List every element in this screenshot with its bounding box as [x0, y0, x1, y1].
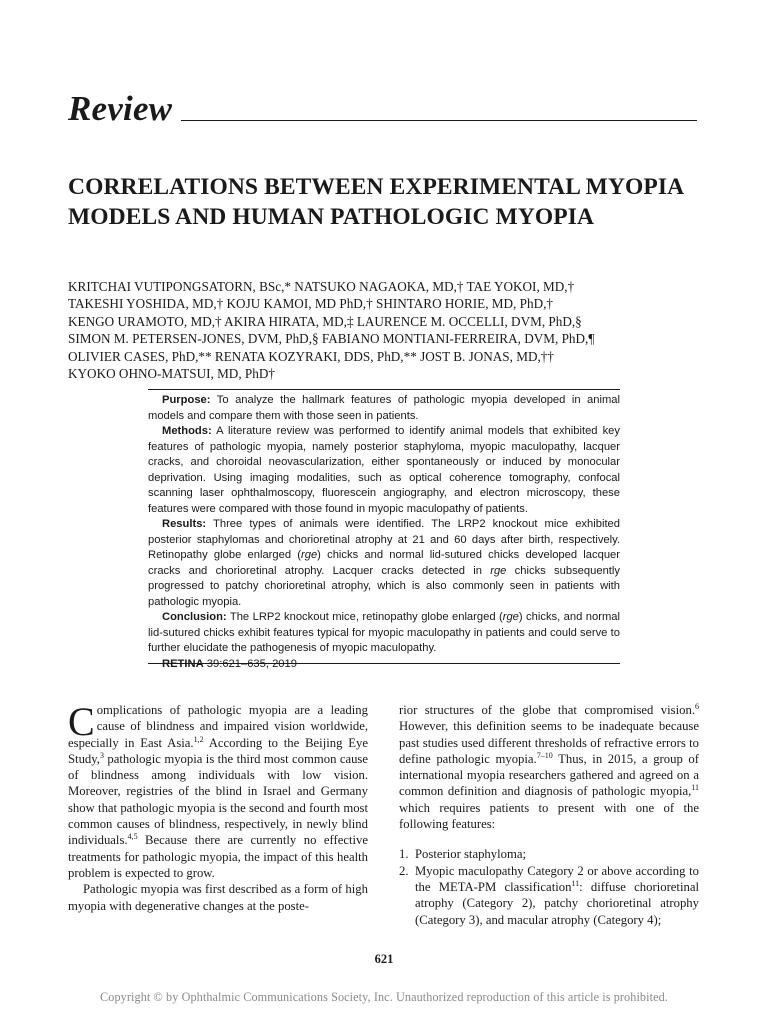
body-text: which requires patients to present with one of the following features: — [399, 800, 699, 832]
author-list — [68, 278, 708, 382]
page-number: 621 — [374, 952, 394, 966]
list-text: Myopic maculopathy Category 2 or above according to the META-PM classification — [415, 863, 699, 894]
author-line: KRITCHAI VUTIPONGSATORN, BSc,* NATSUKO NAGAOKA, MD,† TAE YOKOI, MD,† — [68, 279, 575, 294]
list-text: : diffuse chorioretinal atrophy (Category 2), patchy chorioretinal atrophy (Category 3), and macular atrophy (Category 4); — [415, 879, 699, 927]
body-paragraph — [399, 702, 699, 832]
body-text: According to the Beijing Eye Study, — [68, 735, 368, 766]
purpose-text: To analyze the hallmark features of pathologic myopia developed in animal models and compare them with those seen in patients. — [148, 394, 620, 422]
body-column-left — [68, 699, 368, 914]
reference: 11 — [571, 878, 580, 888]
body-text: rior structures of the globe that compromised vision. — [399, 703, 695, 717]
abstract — [148, 393, 620, 672]
author-line: KYOKO OHNO-MATSUI, MD, PhD† — [68, 366, 275, 382]
section-rule — [181, 120, 697, 121]
conclusion-label: Conclusion: — [162, 611, 227, 623]
copyright-notice: Copyright © by Ophthalmic Communications Society, Inc. Unauthorized reproduction of this article is prohibited. — [100, 990, 668, 1004]
results-rge: rge — [490, 564, 507, 577]
abstract-purpose — [148, 393, 620, 424]
conclusion-text: The LRP2 knockout mice, retinopathy globe enlarged ( — [226, 611, 503, 623]
body-text: Because there are currently no effective treatments for pathologic myopia, the impact of this health problem is expected to grow. — [68, 833, 368, 880]
purpose-label: Purpose: — [162, 394, 211, 406]
reference: 3 — [99, 750, 104, 760]
body-text: However, this definition seems to be inadequate because past studies used different thresholds of refractive errors to define pathologic myopia. — [399, 719, 699, 766]
results-text: Three types of animals were identified. The LRP2 knockout mice exhibited posterior staphylomas and chorioretinal atrophy at 21 and 60 days after birth, respectively. Retinopathy globe enlarged ( — [148, 518, 620, 561]
body-paragraph: Pathologic myopia was first described as a form of high myopia with degenerative changes at the poste- — [68, 882, 368, 913]
abstract-bottom-rule — [148, 663, 620, 664]
methods-label: Methods: — [162, 425, 212, 437]
reference: 4,5 — [127, 832, 138, 842]
list-number: 2. — [399, 863, 409, 878]
methods-text: A literature review was performed to identify animal models that exhibited key features of pathologic myopia, namely posterior staphyloma, myopic maculopathy, lacquer cracks, and choroidal neovascularization, either spontaneously or induced by monocular deprivation. Using imaging modalities, such as optical coherence tomography, confocal scanning laser ophthalmoscopy, fluorescein angiography, and electron microscopy, these features were compared with those found in myopic maculopathy of patients. — [148, 425, 620, 515]
abstract-top-rule — [148, 389, 620, 390]
results-rge: rge — [301, 549, 318, 561]
author-line: TAKESHI YOSHIDA, MD,† KOJU KAMOI, MD PhD,† SHINTARO HORIE, MD, PhD,† — [68, 296, 553, 312]
criteria-list — [399, 846, 699, 927]
abstract-results — [148, 517, 620, 610]
conclusion-text: ) chicks, and normal lid-sutured chicks exhibit features typical for myopic maculopathy in patients and could serve to further elucidate the pathogenesis of myopic maculopathy. — [148, 611, 620, 654]
article-title: CORRELATIONS BETWEEN EXPERIMENTAL MYOPIA MODELS AND HUMAN PATHOLOGIC MYOPIA — [68, 174, 683, 230]
list-item — [399, 846, 699, 862]
body-column-right — [399, 702, 699, 928]
citation-details: 39:621–635, 2019 — [203, 657, 297, 670]
abstract-conclusion — [148, 610, 620, 657]
author-line: OLIVIER CASES, PhD,** RENATA KOZYRAKI, DDS, PhD,** JOST B. JONAS, MD,†† — [68, 348, 554, 364]
reference: 11 — [691, 783, 699, 793]
body-text: Thus, in 2015, a group of international myopia researchers gathered and agreed on a common definition and diagnosis of pathologic myopia, — [399, 751, 699, 799]
results-label: Results: — [162, 518, 207, 530]
results-text: chicks subsequently progressed to patchy chorioretinal atrophy, which is also commonly seen in patients with pathologic myopia. — [148, 564, 620, 608]
body-paragraph — [68, 699, 368, 881]
author-line: KENGO URAMOTO, MD,† AKIRA HIRATA, MD,‡ LAURENCE M. OCCELLI, DVM, PhD,§ — [68, 313, 582, 329]
author-line: SIMON M. PETERSEN-JONES, DVM, PhD,§ FABIANO MONTIANI-FERREIRA, DVM, PhD,¶ — [68, 331, 595, 347]
abstract-methods — [148, 424, 620, 517]
citation-journal: RETINA — [162, 657, 204, 670]
reference: 7–10 — [536, 750, 553, 760]
results-text: ) chicks and normal lid-sutured chicks developed lacquer cracks and chorioretinal atrophy. Lacquer cracks detected in — [148, 549, 620, 577]
list-item — [399, 863, 699, 928]
conclusion-rge: rge — [502, 611, 519, 623]
reference: 6 — [695, 701, 699, 711]
section-label: Review — [68, 89, 173, 128]
body-text: pathologic myopia is the third most common cause of blindness among individuals with low vision. Moreover, registries of the blind in Israel and Germany show that pathologic myopia is the second and fourth most common causes of blindness, respectively, in newly blind individuals. — [68, 751, 368, 848]
abstract-citation — [148, 657, 620, 673]
body-text: omplications of pathologic myopia are a leading cause of blindness and impaired vision worldwide, especially in East Asia. — [68, 703, 368, 750]
list-number: 1. — [399, 847, 409, 862]
drop-cap: C — [68, 699, 95, 744]
reference: 1,2 — [193, 734, 204, 744]
list-text: Posterior staphyloma; — [415, 847, 527, 862]
